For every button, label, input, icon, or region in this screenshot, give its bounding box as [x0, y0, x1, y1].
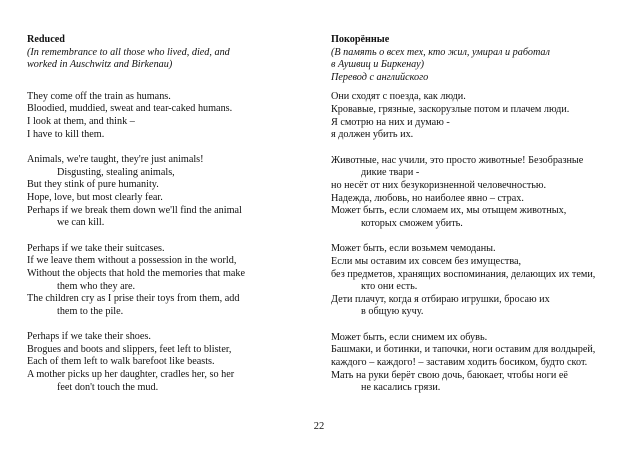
poem-line: we can kill.: [57, 217, 105, 229]
poem-line: them to the pile.: [57, 305, 124, 317]
stanza: [27, 91, 302, 141]
poem-line: дикие твари -: [361, 167, 420, 179]
poem-line: каждого – каждого! – заставим ходить босиком, будто скот.: [331, 357, 588, 369]
stanza: [27, 331, 302, 394]
stanza: [27, 243, 302, 319]
poem-line: кто они есть.: [361, 281, 418, 293]
poem-line: Perhaps if we take their shoes.: [27, 331, 151, 343]
poem-subtitle-line: (В память о всех тех, кто жил, умирал и работал: [331, 46, 550, 58]
poem-line: Bloodied, muddied, sweat and tear-caked humans.: [27, 103, 233, 115]
poem-title: Покорённые: [331, 34, 390, 45]
poem-subtitle-line: (In remembrance to all those who lived, died, and: [27, 46, 230, 58]
poem-subtitle-line: Перевод с английского: [331, 71, 429, 83]
poem-line: в общую кучу.: [361, 306, 424, 318]
poem-line: Может быть, если возьмем чемоданы.: [331, 243, 496, 255]
poem-line: Disgusting, stealing animals,: [57, 166, 175, 178]
poem-line: Мать на руки берёт свою дочь, баюкает, чтобы ноги её: [331, 369, 568, 381]
poem-line: Hope, love, but most clearly fear.: [27, 191, 163, 203]
poem-line: без предметов, хранящих воспоминания, делающих их теми,: [331, 268, 596, 280]
poem-line: я должен убить их.: [331, 129, 414, 141]
poem-line: Brogues and boots and slippers, feet left to blister,: [27, 343, 232, 355]
poem-line: The children cry as I prise their toys from them, add: [27, 293, 240, 305]
poem-line: A mother picks up her daughter, cradles her, so her: [27, 369, 235, 381]
stanza: [27, 154, 302, 230]
poem-line: Кровавые, грязные, заскорузлые потом и плачем люди.: [331, 103, 570, 115]
stanza: [331, 155, 616, 231]
poem-english: [27, 34, 302, 394]
poem-line: But they stink of pure humanity.: [27, 179, 159, 191]
poem-line: Each of them left to walk barefoot like beasts.: [27, 356, 215, 368]
poem-line: Perhaps if we take their suitcases.: [27, 242, 165, 254]
poem-line: но несёт от них безукоризненной человечностью.: [331, 179, 547, 191]
poem-title: Reduced: [27, 34, 65, 45]
poem-line: feet don't touch the mud.: [57, 381, 159, 393]
poem-line: Животные, нас учили, это просто животные! Безобразные: [331, 154, 584, 166]
poem-line: Perhaps if we break them down we'll find the animal: [27, 204, 242, 216]
poem-line: Если мы оставим их совсем без имущества,: [331, 255, 522, 267]
poem-subtitle-line: в Аушвиц и Биркенау): [331, 59, 425, 71]
poem-body: [27, 91, 302, 394]
poem-russian: [331, 34, 616, 395]
stanza: [331, 91, 616, 141]
poem-line: I look at them, and think –: [27, 115, 135, 127]
poem-line: которых сможем убить.: [361, 217, 463, 229]
poem-line: If we leave them without a possession in the world,: [27, 255, 237, 267]
poem-line: I have to kill them.: [27, 128, 105, 140]
poem-line: Дети плачут, когда я отбираю игрушки, бросаю их: [331, 293, 550, 305]
stanza: [331, 332, 616, 395]
poem-line: Они сходят с поезда, как люди.: [331, 91, 466, 103]
poem-line: не касались грязи.: [361, 382, 441, 394]
poem-line: Может быть, если сломаем их, мы отыщем животных,: [331, 205, 567, 217]
poem-line: Animals, we're taught, they're just animals!: [27, 154, 204, 166]
page-number: 22: [313, 421, 325, 432]
poem-subtitle-line: worked in Auschwitz and Birkenau): [27, 59, 173, 71]
poem-line: Надежда, любовь, но наиболее явно – страх.: [331, 192, 524, 204]
poem-line: They come off the train as humans.: [27, 90, 171, 102]
poem-body: [331, 91, 616, 394]
poem-line: them who they are.: [57, 280, 136, 292]
poem-line: Я смотрю на них и думаю -: [331, 116, 450, 128]
poem-line: Может быть, если снимем их обувь.: [331, 331, 488, 343]
poem-line: Without the objects that hold the memories that make: [27, 267, 246, 279]
poem-line: Башмаки, и ботинки, и тапочки, ноги оставим для волдырей,: [331, 344, 596, 356]
stanza: [331, 243, 616, 319]
